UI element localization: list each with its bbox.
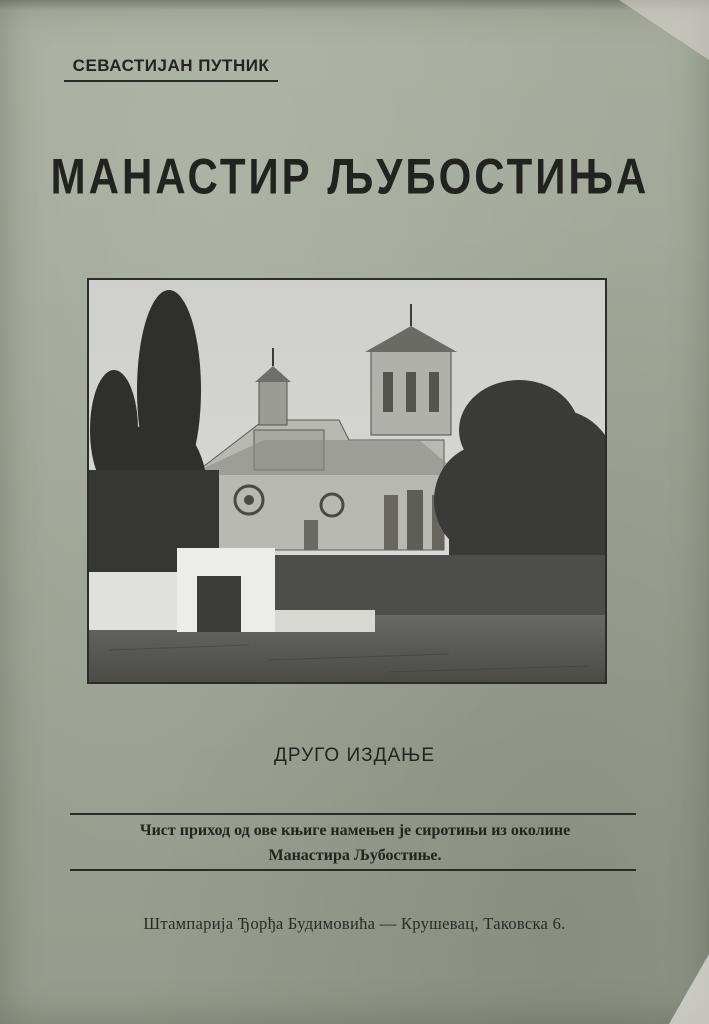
- monastery-photo: [87, 278, 607, 684]
- printer-imprint: Штампарија Ђорђа Будимовића — Крушевац, Таковска 6.: [143, 914, 566, 933]
- divider-top: [70, 813, 636, 815]
- paper-edge-shadow: [0, 0, 709, 10]
- charity-note: [60, 818, 650, 868]
- charity-note-line-2: Манастира Љубостиње.: [268, 847, 442, 864]
- edition-label: ДРУГО ИЗДАЊЕ: [273, 745, 435, 766]
- hedge: [269, 555, 605, 615]
- worn-corner-top-right: [619, 0, 709, 60]
- charity-note-line-1: Чист приход од ове књиге намењен је сиротињи из околине: [139, 822, 571, 839]
- book-title: МАНАСТИР ЉУБОСТИЊА: [50, 148, 650, 205]
- divider-bottom: [70, 869, 636, 871]
- worn-corner-bottom-right: [669, 954, 709, 1024]
- author-name: СЕВАСТИЈАН ПУТНИК: [64, 56, 278, 82]
